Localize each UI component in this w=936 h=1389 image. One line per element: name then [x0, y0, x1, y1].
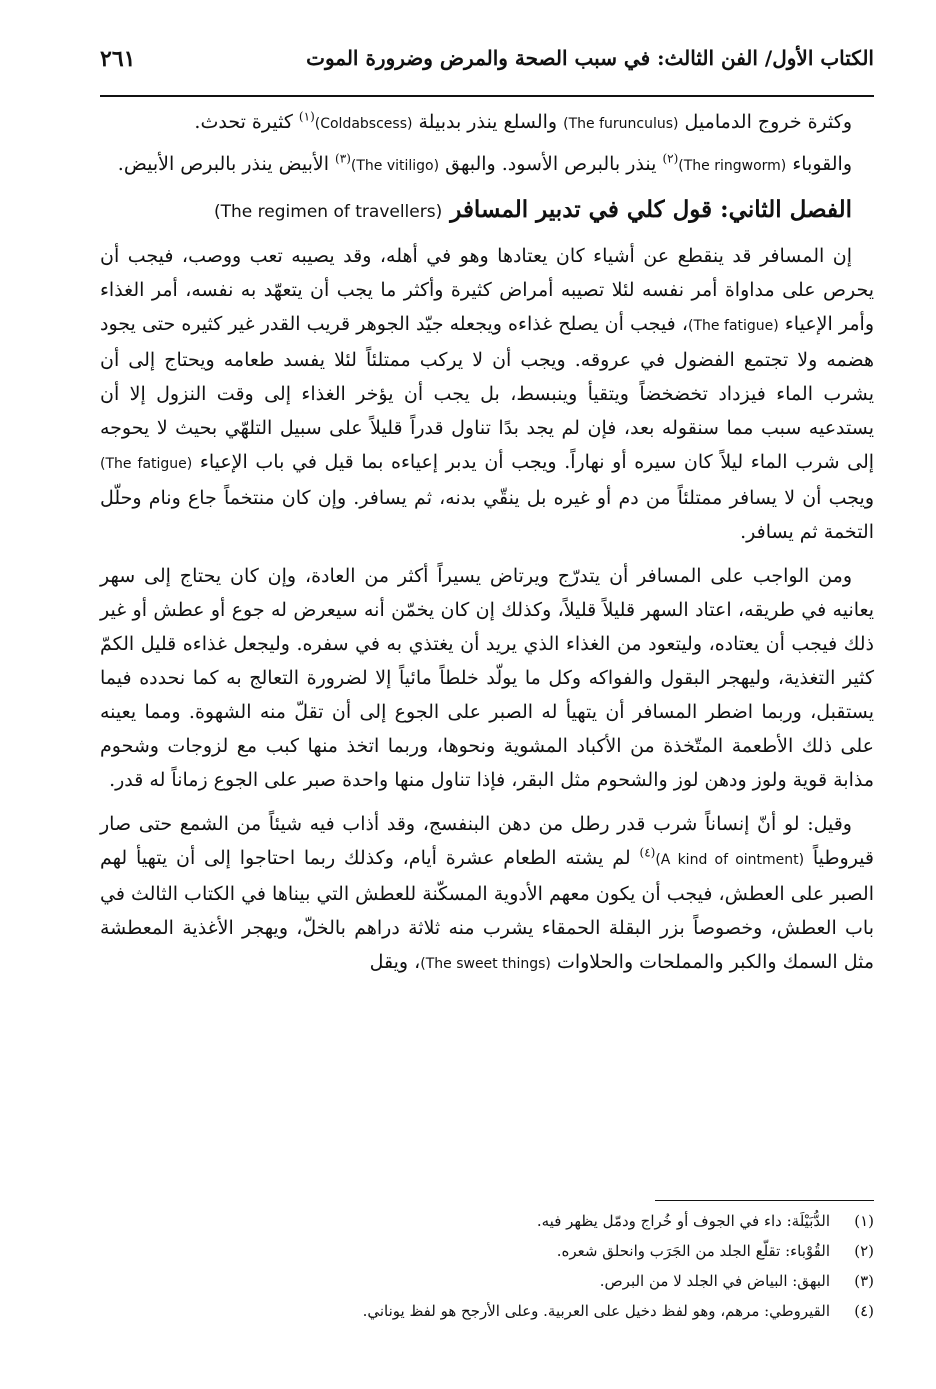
footnote-number: (٣) [854, 1272, 874, 1290]
section-heading [100, 193, 874, 229]
text-run: ومن الواجب على المسافر أن يتدرّج ويرتاض يسيراً أكثر من العادة، وإن كان يحتاج إلى سهر يعانيه في طريقه، اعتاد السهر قليلاً قليلاً، وكذلك إن كان يخمّن أنه سيعرض له جوع أو عطش أو غير ذلك فيجب أن يعتاده، وليتعود من الغذاء الذي يريد أن يغتذي به في سفره. وليجعل غذاءه قليل الكمّ كثير التغذية، وليهجر البقول والفواكه وكل ما يولّد خلطاً مائياً إلا لضرورة التعالج به كما نحدده فيما يستقبل، وربما اضطر المسافر أن يتهيأ له الصبر على الجوع إلى أن تقلّ منه الشهوة. ومما يعينه على ذلك الأطعمة المتّخذة من الأكباد المشوية ونحوها، وربما اتخذ منها كبب مع لزوجات وشحوم مذابة قوية ولوز ودهن لوز والشحوم مثل البقر، فإذا تناول منها واحدة صبر على الجوع زماناً له قدر. [100, 565, 874, 791]
text-run: كثيرة تحدث. [194, 111, 293, 133]
footnote-text: القُوْباء: تقلّع الجلد من الجَرَب وانحلق شعره. [556, 1242, 830, 1260]
text-run: ، ويقل [369, 951, 421, 973]
text-run: الأبيض ينذر بالبرص الأبيض. [117, 153, 329, 175]
text-run: ينذر بالبرص الأسود. والبهق [445, 153, 657, 175]
paragraph-traveller-regimen [100, 239, 874, 549]
footnotes [100, 1206, 874, 1326]
text-run: وقيل: لو أنّ إنساناً شرب قدر رطل من دهن البنفسج، وقد أذاب فيه شيئاً من الشمع حتى صار قيروطياً [100, 813, 874, 869]
footnote-rule [655, 1200, 874, 1201]
footnote-number: (١) [854, 1212, 874, 1230]
section-title: الفصل الثاني: قول كلي في تدبير المسافر [450, 196, 852, 223]
page-number: ٢٦١ [100, 46, 136, 72]
paragraph-ringworm [100, 147, 874, 183]
text-run: وكثرة خروج الدماميل [684, 111, 852, 133]
latin-term: (The vitiligo) [350, 158, 440, 174]
page-header [100, 40, 874, 82]
text-run: والقوباء [792, 153, 852, 175]
latin-term: (A kind of ointment) [655, 852, 805, 868]
footnote-item [100, 1296, 874, 1326]
paragraph-thirst [100, 807, 874, 981]
footnote-item [100, 1236, 874, 1266]
latin-term: (The ringworm) [678, 158, 787, 174]
section-title-latin: (The regimen of travellers) [214, 202, 443, 222]
running-title: الكتاب الأول/ الفن الثالث: في سبب الصحة والمرض وضرورة الموت [306, 46, 874, 70]
footnote-item [100, 1206, 874, 1236]
footnote-text: القيروطي: مرهم، وهو لفظ دخيل على العربية. وعلى الأرجح هو لفظ يوناني. [362, 1302, 830, 1320]
text-run: لم يشته الطعام عشرة أيام، وكذلك ربما احتاجوا إلى أن يتهيأ لهم الصبر على العطش، فيجب أن يكون معهم الأدوية المسكّنة للعطش التي بيناها في الكتاب الثالث في باب العطش، وخصوصاً بزر البقلة الحمقاء يشرب منه ثلاثة دراهم بالخلّ، ويهجر الأغذية المعطشة مثل السمك والكبر والمملحات والحلاوات [100, 847, 874, 973]
footnote-text: الدُّبَيْلَة: داء في الجوف أو خُراج ودمّل يظهر فيه. [536, 1212, 830, 1230]
main-text [100, 105, 874, 991]
footnote-ref: (٤) [639, 845, 656, 860]
footnote-ref: (٢) [662, 151, 679, 166]
text-run: إن المسافر قد ينقطع عن أشياء كان يعتادها وهو في أهله، وقد يصيبه تعب ووصب، فيجب أن يحرص على مداواة أمر نفسه لئلا تصيبه أمراض كثيرة وأكثر ما يجب أن يتعهّد به نفسه، أمر الغذاء وأمر الإعياء [100, 245, 875, 335]
text-run: والسلع ينذر بدبيلة [418, 111, 558, 133]
footnote-number: (٤) [854, 1302, 874, 1320]
latin-term: (The fatigue) [688, 318, 779, 334]
paragraph-furunculus [100, 105, 874, 141]
text-run: ، فيجب أن يصلح غذاءه ويجعله جيّد الجوهر قريب القدر غير كثيره حتى يجود هضمه ولا تجتمع الفضول في عروقه. ويجب أن لا يركب ممتلئاً لئلا يفسد طعامه ويحتاج إلى أن يشرب الماء فيزداد تخضخضاً ويتقيأ وينبسط، بل يجب أن يؤخر الغذاء إلى وقت النزول إلا أن يستدعيه سبب مما سنقوله بعد، فإن لم يجد بدًا تناول قدراً قليلاً على سبيل التلهّي بحيث لا يحوجه إلى شرب الماء ليلاً كان سيره أو نهاراً. ويجب أن يدبر إعياءه بما قيل في باب الإعياء [100, 313, 875, 473]
latin-term: (Coldabscess) [314, 116, 413, 132]
footnote-item [100, 1266, 874, 1296]
text-run: ويجب أن لا يسافر ممتلئاً من دم أو غيره بل ينقّي بدنه، ثم يسافر. وإن كان منتخماً جاع ونام وحلّل التخمة ثم يسافر. [100, 487, 874, 543]
latin-term: (The furunculus) [563, 116, 679, 132]
latin-term: (The fatigue) [100, 456, 193, 472]
latin-term: (The sweet things) [420, 956, 551, 972]
header-rule [100, 95, 874, 97]
footnote-text: البهق: البياض في الجلد لا من البرص. [599, 1272, 830, 1290]
footnote-ref: (٣) [335, 151, 351, 166]
footnote-ref: (١) [298, 109, 315, 124]
footnote-number: (٢) [854, 1242, 874, 1260]
paragraph-traveller-preparation [100, 559, 874, 797]
